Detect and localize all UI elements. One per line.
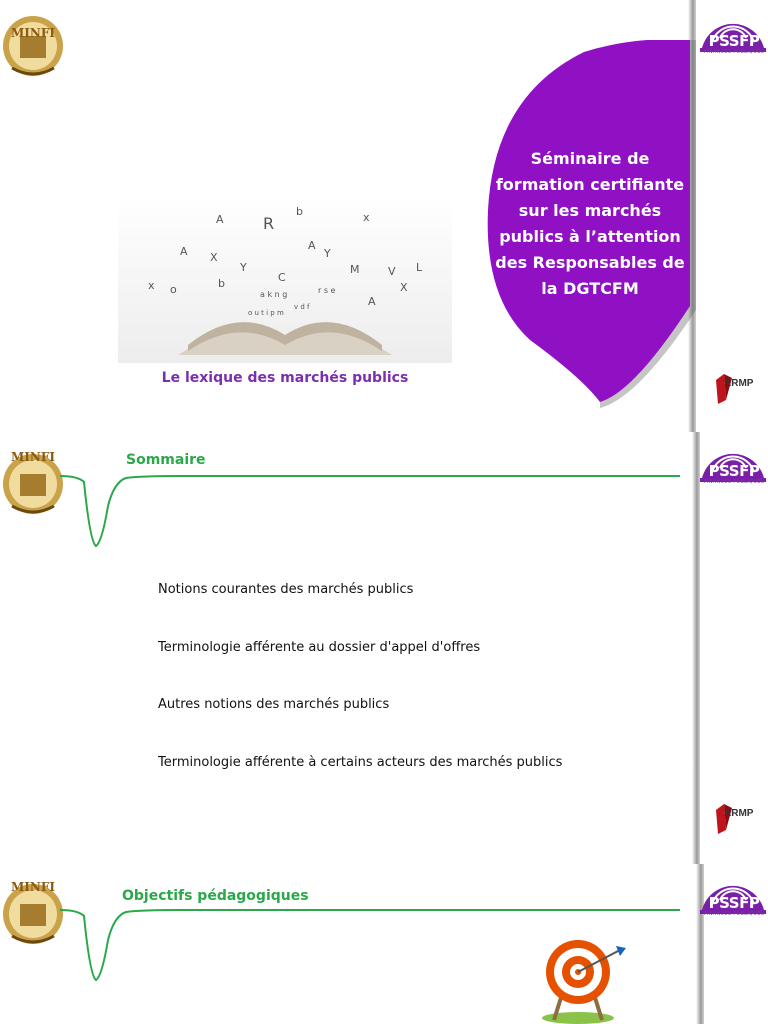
- seminar-title-line: sur les marchés: [518, 201, 662, 220]
- armp-logo: [712, 360, 758, 410]
- armp-label: ARMP: [724, 808, 754, 819]
- seminar-title-line: formation certifiante: [495, 175, 685, 194]
- minfi-label: MINFI: [11, 880, 55, 894]
- svg-text:A: A: [180, 245, 188, 258]
- pssfp-subtitle: FINANCES PUBLIQUES: [703, 911, 765, 917]
- seminar-title-line: la DGTCFM: [541, 279, 639, 298]
- svg-text:A: A: [368, 295, 376, 308]
- pssfp-label: PSSFP: [708, 32, 760, 50]
- lexique-title: Le lexique des marchés publics: [161, 370, 409, 386]
- pssfp-label: PSSFP: [708, 894, 760, 912]
- svg-text:Y: Y: [324, 247, 331, 260]
- slide-sommaire: [0, 432, 768, 864]
- svg-text:x: x: [148, 279, 155, 292]
- svg-text:r s e: r s e: [318, 286, 336, 295]
- armp-label: ARMP: [724, 378, 754, 389]
- summary-item: Terminologie afférente à certains acteurs des marchés publics: [158, 755, 563, 770]
- svg-text:C: C: [278, 271, 286, 284]
- svg-text:A: A: [216, 213, 224, 226]
- pssfp-subtitle: FINANCES PUBLIQUES: [703, 49, 765, 55]
- svg-text:b: b: [218, 277, 225, 290]
- seminar-title-line: publics à l’attention: [499, 227, 681, 246]
- minfi-label: MINFI: [11, 450, 55, 464]
- armp-logo: [712, 790, 758, 840]
- section-title: Sommaire: [126, 452, 206, 468]
- pssfp-logo: [698, 864, 768, 924]
- minfi-logo: [0, 2, 66, 82]
- section-title: Objectifs pédagogiques: [122, 888, 309, 904]
- target-image: [534, 928, 630, 1024]
- summary-item: Notions courantes des marchés publics: [158, 582, 414, 597]
- minfi-label: MINFI: [11, 26, 55, 40]
- slide-title: [0, 0, 768, 432]
- svg-text:b: b: [296, 205, 303, 218]
- svg-text:x: x: [363, 211, 370, 224]
- seminar-title-line: Séminaire de: [530, 149, 650, 168]
- pssfp-logo: [698, 2, 768, 62]
- svg-text:R: R: [263, 214, 275, 233]
- book-letters-image: [118, 195, 452, 363]
- svg-text:o u t i p m: o u t i p m: [248, 309, 284, 317]
- svg-text:V: V: [388, 265, 396, 278]
- pssfp-label: PSSFP: [708, 462, 760, 480]
- seminar-title-line: des Responsables de: [495, 253, 685, 272]
- seminar-title: [490, 146, 690, 302]
- svg-text:a k n g: a k n g: [260, 290, 288, 299]
- minfi-logo: [0, 440, 66, 520]
- svg-text:X: X: [400, 281, 408, 294]
- summary-item: Terminologie afférente au dossier d'appel d'offres: [158, 640, 481, 655]
- svg-text:o: o: [170, 283, 177, 296]
- svg-text:X: X: [210, 251, 218, 264]
- minfi-logo: [0, 870, 66, 950]
- svg-text:v d f: v d f: [294, 303, 310, 311]
- pssfp-subtitle: FINANCES PUBLIQUES: [703, 479, 765, 485]
- svg-text:M: M: [350, 263, 360, 276]
- svg-text:L: L: [416, 261, 423, 274]
- right-decor-strip: [692, 432, 700, 864]
- summary-item: Autres notions des marchés publics: [158, 697, 390, 712]
- pssfp-logo: [698, 432, 768, 492]
- svg-text:A: A: [308, 239, 316, 252]
- svg-text:Y: Y: [240, 261, 247, 274]
- slide-objectifs: [0, 864, 768, 1024]
